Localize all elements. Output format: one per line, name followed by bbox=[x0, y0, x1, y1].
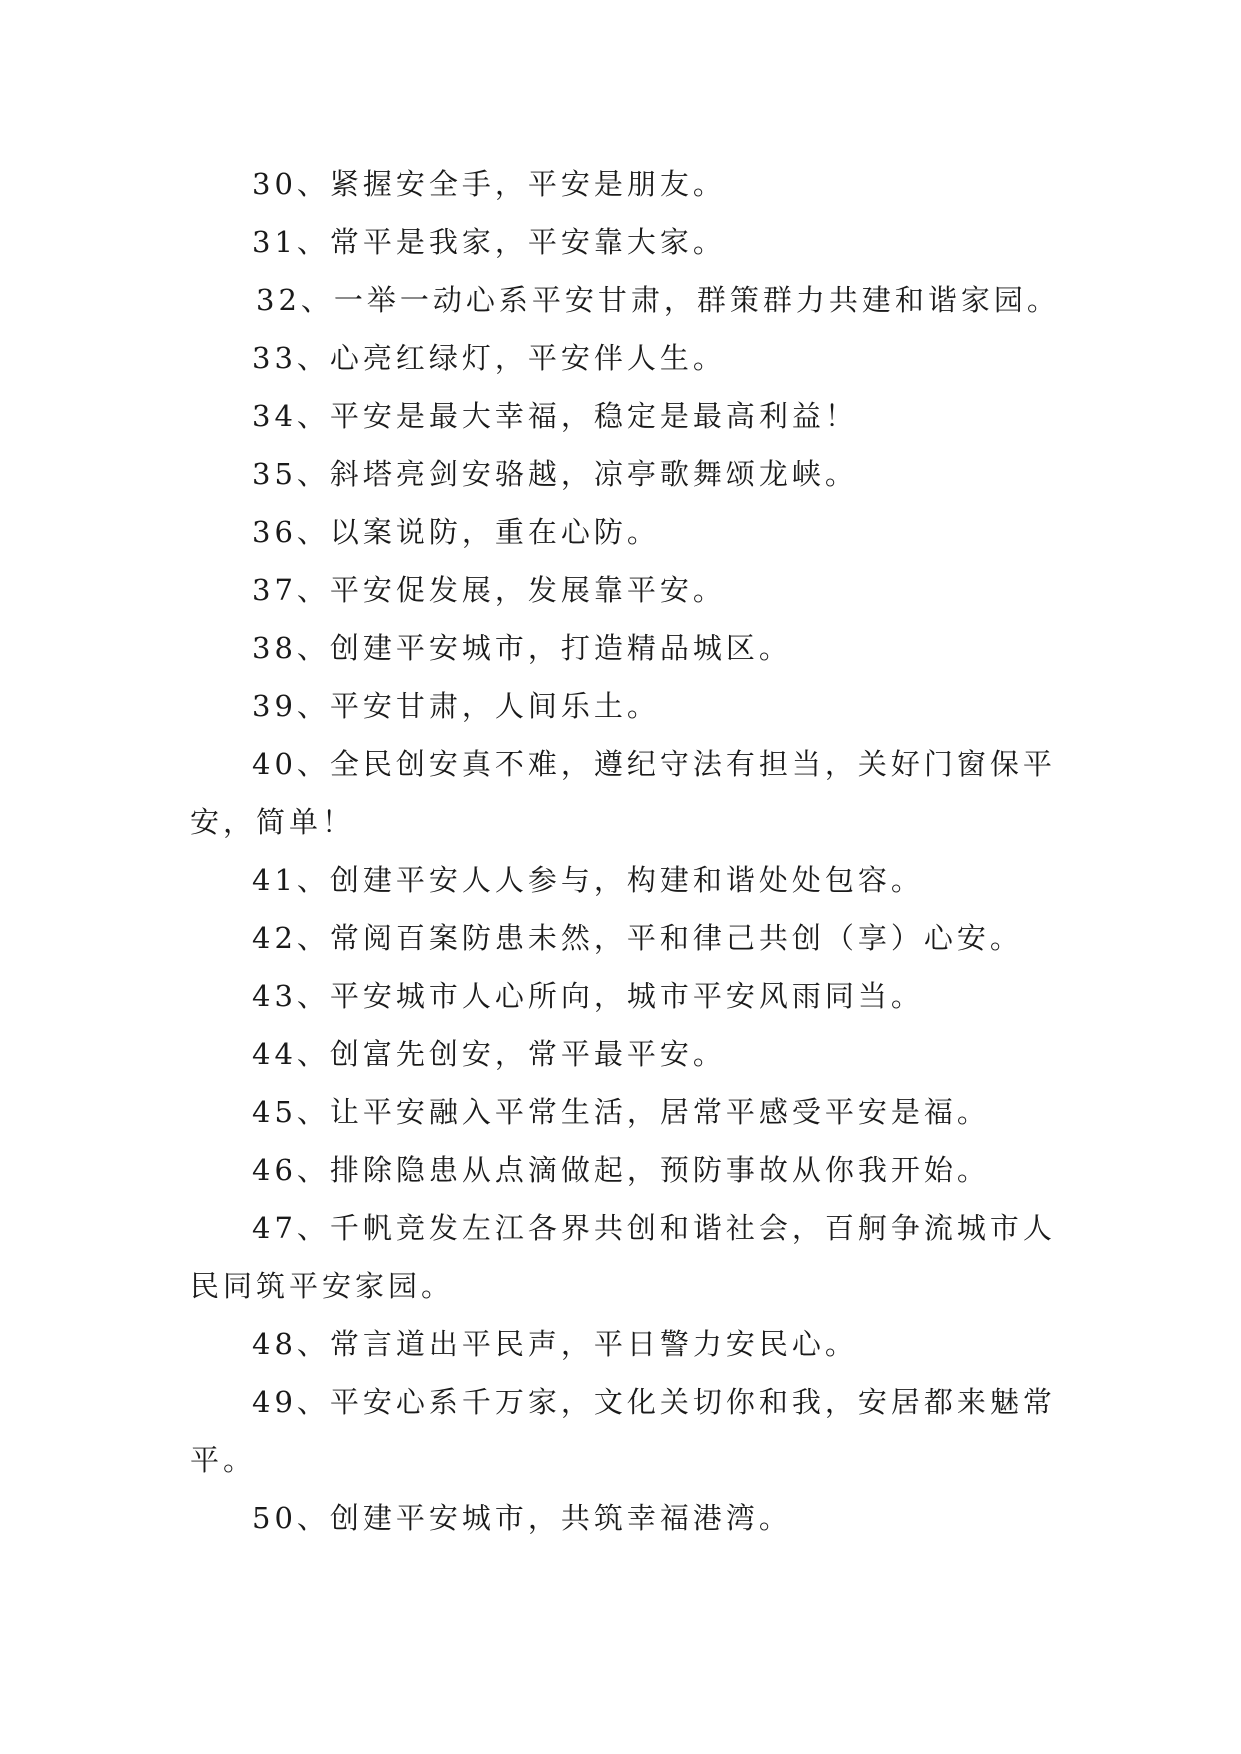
slogan-continuation-line: 平。 bbox=[190, 1443, 257, 1477]
slogan-continuation-line: 安，简单！ bbox=[190, 805, 356, 839]
slogan-line: 35、斜塔亮剑安骆越，凉亭歌舞颂龙峡。 bbox=[252, 457, 858, 491]
slogan-line: 30、紧握安全手，平安是朋友。 bbox=[252, 167, 726, 201]
slogan-line: 38、创建平安城市，打造精品城区。 bbox=[252, 631, 792, 665]
slogan-continuation-line: 民同筑平安家园。 bbox=[190, 1269, 455, 1303]
slogan-line: 43、平安城市人心所向，城市平安风雨同当。 bbox=[252, 979, 924, 1013]
slogan-line: 34、平安是最大幸福，稳定是最高利益！ bbox=[252, 399, 858, 433]
slogan-line: 45、让平安融入平常生活，居常平感受平安是福。 bbox=[252, 1095, 990, 1129]
slogan-line: 47、千帆竞发左江各界共创和谐社会，百舸争流城市人 bbox=[252, 1211, 1056, 1245]
slogan-line: 42、常阅百案防患未然，平和律己共创（享）心安。 bbox=[252, 921, 1023, 955]
slogan-line: 50、创建平安城市，共筑幸福港湾。 bbox=[252, 1501, 792, 1535]
slogan-line: 32、一举一动心系平安甘肃，群策群力共建和谐家园。 bbox=[256, 283, 1060, 317]
slogan-list bbox=[190, 155, 1060, 1547]
slogan-line: 44、创富先创安，常平最平安。 bbox=[252, 1037, 726, 1071]
slogan-line: 48、常言道出平民声，平日警力安民心。 bbox=[252, 1327, 858, 1361]
slogan-line: 49、平安心系千万家，文化关切你和我，安居都来魅常 bbox=[252, 1385, 1056, 1419]
slogan-line: 39、平安甘肃，人间乐土。 bbox=[252, 689, 660, 723]
slogan-line: 33、心亮红绿灯，平安伴人生。 bbox=[252, 341, 726, 375]
slogan-line: 40、全民创安真不难，遵纪守法有担当，关好门窗保平 bbox=[252, 747, 1056, 781]
slogan-line: 37、平安促发展，发展靠平安。 bbox=[252, 573, 726, 607]
slogan-line: 46、排除隐患从点滴做起，预防事故从你我开始。 bbox=[252, 1153, 990, 1187]
slogan-line: 31、常平是我家，平安靠大家。 bbox=[252, 225, 726, 259]
slogan-line: 36、以案说防，重在心防。 bbox=[252, 515, 660, 549]
slogan-line: 41、创建平安人人参与，构建和谐处处包容。 bbox=[252, 863, 924, 897]
